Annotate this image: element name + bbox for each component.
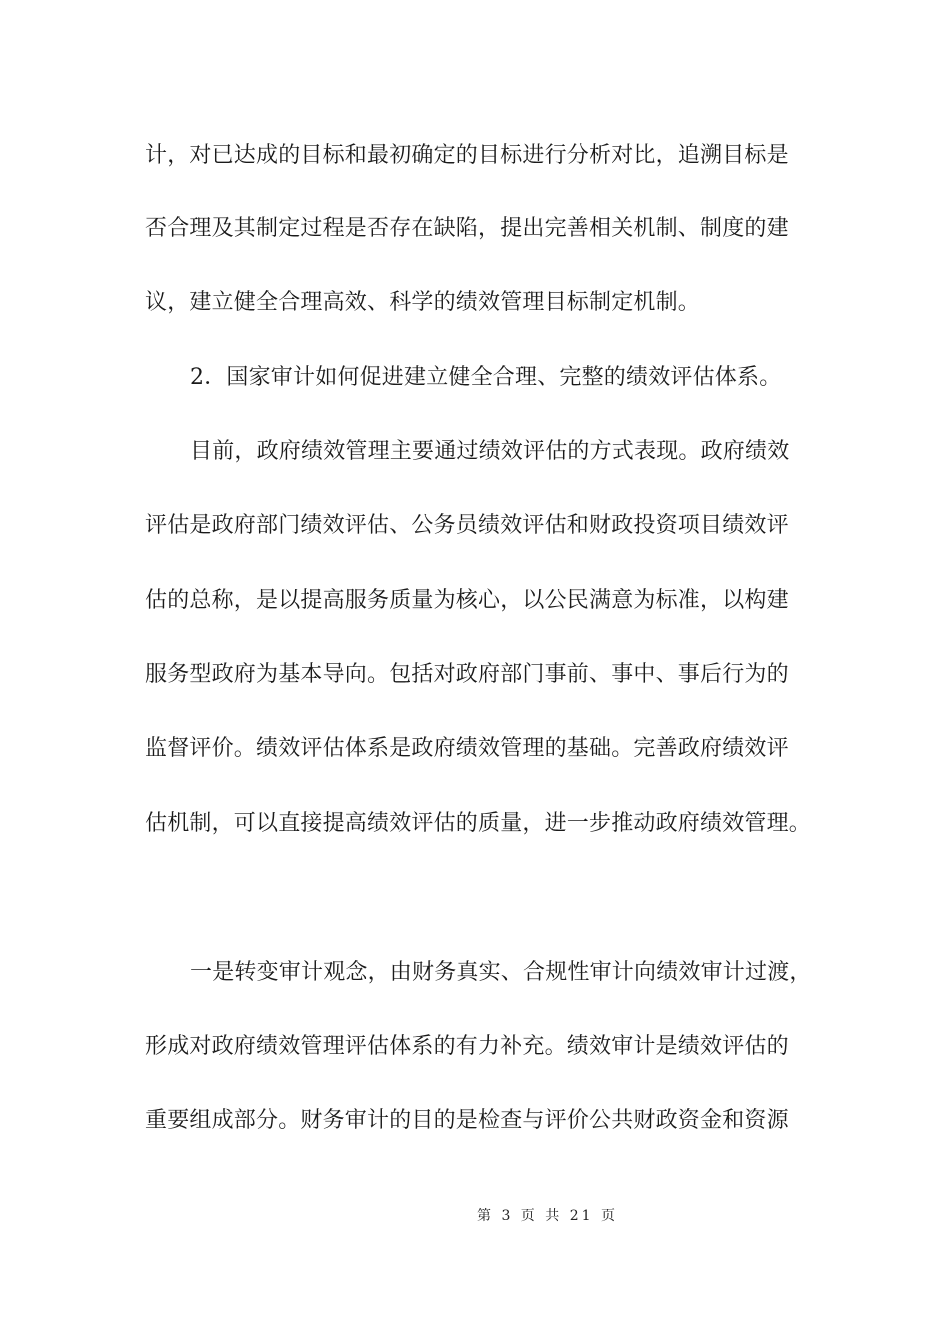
paragraph2-line-1: 目前，政府绩效管理主要通过绩效评估的方式表现。政府绩效 — [190, 439, 790, 464]
paragraph2-line-3: 估的总称，是以提高服务质量为核心，以公民满意为标准，以构建 — [145, 588, 789, 613]
paragraph1-line-3: 议，建立健全合理高效、科学的绩效管理目标制定机制。 — [145, 290, 701, 315]
paragraph3-line-2: 形成对政府绩效管理评估体系的有力补充。绩效审计是绩效评估的 — [145, 1034, 789, 1059]
paragraph2-line-6: 估机制，可以直接提高绩效评估的质量，进一步推动政府绩效管理。 — [145, 811, 812, 836]
section-heading-2: 2．国家审计如何促进建立健全合理、完整的绩效评估体系。 — [190, 365, 782, 390]
paragraph2-line-4: 服务型政府为基本导向。包括对政府部门事前、事中、事后行为的 — [145, 662, 789, 687]
paragraph2-line-5: 监督评价。绩效评估体系是政府绩效管理的基础。完善政府绩效评 — [145, 736, 789, 761]
paragraph3-line-3: 重要组成部分。财务审计的目的是检查与评价公共财政资金和资源 — [145, 1108, 789, 1133]
paragraph2-line-2: 评估是政府部门绩效评估、公务员绩效评估和财政投资项目绩效评 — [145, 513, 789, 538]
paragraph1-line-1: 计，对已达成的目标和最初确定的目标进行分析对比，追溯目标是 — [145, 143, 789, 168]
paragraph3-line-1: 一是转变审计观念，由财务真实、合规性审计向绩效审计过渡， — [190, 960, 812, 985]
page-number-footer: 第 3 页 共 21 页 — [477, 1208, 618, 1224]
paragraph1-line-2: 否合理及其制定过程是否存在缺陷，提出完善相关机制、制度的建 — [145, 216, 789, 241]
